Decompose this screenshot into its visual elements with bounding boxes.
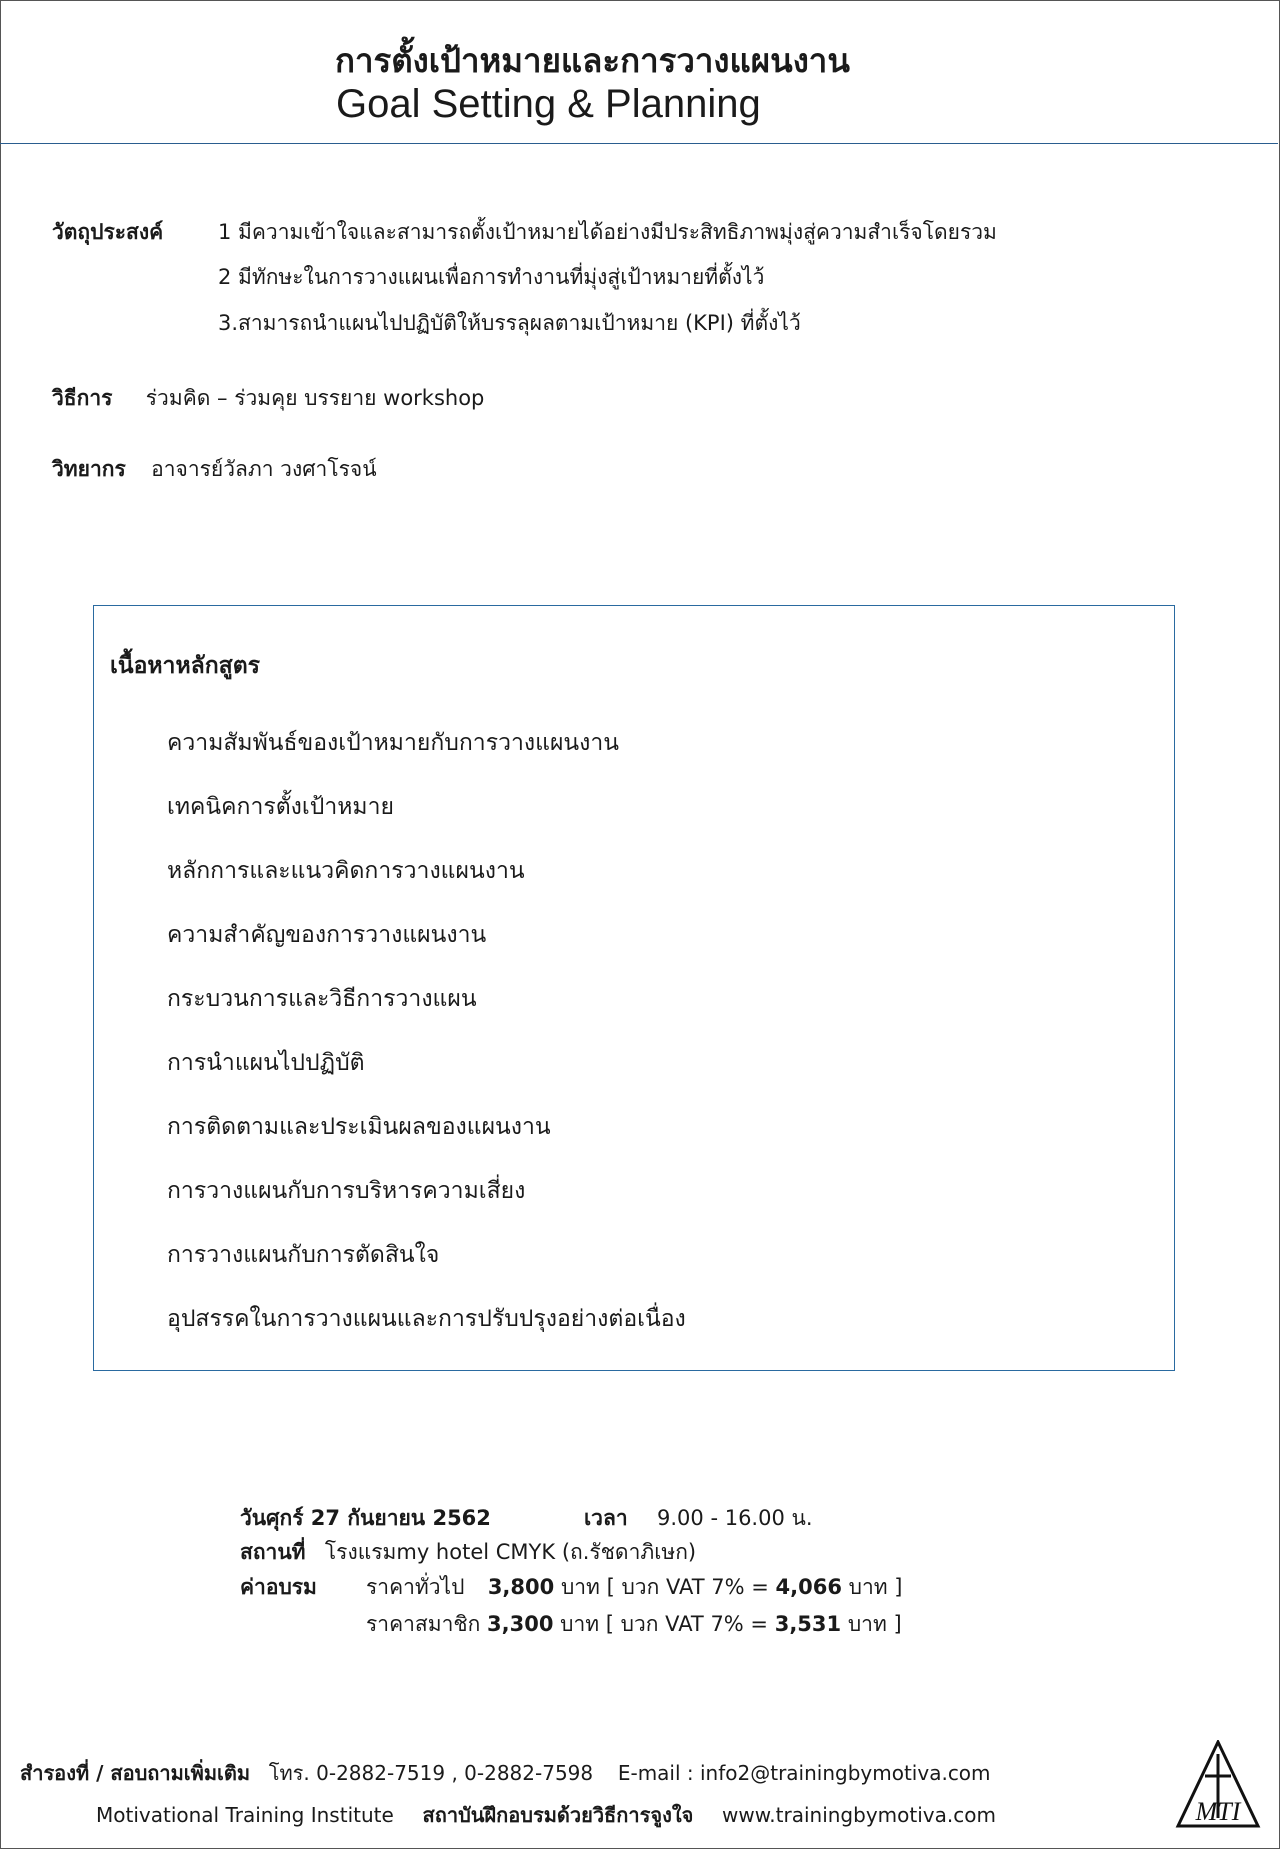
time-row xyxy=(584,1502,813,1535)
speaker-value: อาจารย์วัลภา วงศาโรจน์ xyxy=(151,457,377,481)
footer-contact-label: สำรองที่ / สอบถามเพิ่มเติม xyxy=(20,1761,251,1785)
footer-org-row xyxy=(96,1799,996,1831)
list-item: ความสัมพันธ์ของเป้าหมายกับการวางแผนงาน xyxy=(167,730,620,756)
footer-org-thai: สถาบันฝึกอบรมด้วยวิธีการจูงใจ xyxy=(422,1803,694,1827)
venue-row xyxy=(240,1536,696,1569)
list-item: การวางแผนกับการตัดสินใจ xyxy=(167,1242,440,1268)
page-header xyxy=(0,0,1278,144)
objective-item-3: 3.สามารถนำแผนไปปฏิบัติให้บรรลุผลตามเป้าหมาย (KPI) ที่ตั้งไว้ xyxy=(218,311,801,335)
objective-item-1: 1 มีความเข้าใจและสามารถตั้งเป้าหมายได้อย่างมีประสิทธิภาพมุ่งสู่ความสำเร็จโดยรวม xyxy=(218,220,997,244)
fee-label: ค่าอบรม xyxy=(240,1575,317,1599)
event-date: วันศุกร์ 27 กันยายน 2562 xyxy=(240,1506,491,1530)
speaker-row xyxy=(52,453,377,486)
list-item: กระบวนการและวิธีการวางแผน xyxy=(167,986,477,1012)
fee-general-total: 4,066 xyxy=(775,1575,842,1599)
time-value: 9.00 - 16.00 น. xyxy=(657,1506,813,1530)
method-value: ร่วมคิด – ร่วมคุย บรรยาย workshop xyxy=(145,386,485,410)
page-title-thai: การตั้งเป้าหมายและการวางแผนงาน xyxy=(335,41,850,80)
page-title-english: Goal Setting & Planning xyxy=(336,82,761,126)
course-content-box xyxy=(93,605,1175,1371)
fee-general-label: ราคาทั่วไป xyxy=(366,1575,465,1599)
speaker-label: วิทยากร xyxy=(52,457,126,481)
footer-contact-row xyxy=(20,1757,991,1789)
course-content-heading: เนื้อหาหลักสูตร xyxy=(110,653,260,679)
venue-value: โรงแรมmy hotel CMYK (ถ.รัชดาภิเษก) xyxy=(324,1540,697,1564)
fee-general-vat: บาท [ บวก VAT 7% = xyxy=(560,1575,769,1599)
list-item: ความสำคัญของการวางแผนงาน xyxy=(167,922,487,948)
list-item: การวางแผนกับการบริหารความเสี่ยง xyxy=(167,1178,526,1204)
footer-phone: โทร. 0-2882-7519 , 0-2882-7598 xyxy=(268,1761,594,1785)
fee-member-end: บาท ] xyxy=(847,1612,902,1636)
fee-member-total: 3,531 xyxy=(774,1612,842,1636)
mti-logo-icon xyxy=(1175,1740,1261,1830)
date-row xyxy=(240,1502,491,1535)
objective-item-2: 2 มีทักษะในการวางแผนเพื่อการทำงานที่มุ่งสู่เป้าหมายที่ตั้งไว้ xyxy=(218,265,765,289)
list-item: อุปสรรคในการวางแผนและการปรับปรุงอย่างต่อเนื่อง xyxy=(167,1306,686,1332)
footer-org-english: Motivational Training Institute xyxy=(96,1803,394,1827)
mti-logo-text: MTI xyxy=(1195,1797,1241,1826)
footer-email[interactable]: E-mail : info2@trainingbymotiva.com xyxy=(617,1761,991,1785)
course-content-list xyxy=(167,732,686,1372)
fee-member-label: ราคาสมาชิก xyxy=(366,1612,481,1636)
venue-label: สถานที่ xyxy=(240,1540,306,1564)
fee-member-price: 3,300 xyxy=(487,1612,554,1636)
time-label: เวลา xyxy=(584,1506,628,1530)
objectives-label: วัตถุประสงค์ xyxy=(52,220,164,244)
list-item: หลักการและแนวคิดการวางแผนงาน xyxy=(167,858,525,884)
fee-member-vat: บาท [ บวก VAT 7% = xyxy=(560,1612,769,1636)
method-label: วิธีการ xyxy=(52,386,113,410)
method-row xyxy=(52,382,484,415)
fee-general-price: 3,800 xyxy=(487,1575,555,1599)
fee-general-end: บาท ] xyxy=(848,1575,903,1599)
footer-website[interactable]: www.trainingbymotiva.com xyxy=(722,1803,996,1827)
fee-member-row xyxy=(366,1608,902,1641)
fee-general-row xyxy=(366,1571,902,1604)
list-item: การติดตามและประเมินผลของแผนงาน xyxy=(167,1114,551,1140)
list-item: การนำแผนไปปฏิบัติ xyxy=(167,1050,365,1076)
list-item: เทคนิคการตั้งเป้าหมาย xyxy=(167,794,394,820)
